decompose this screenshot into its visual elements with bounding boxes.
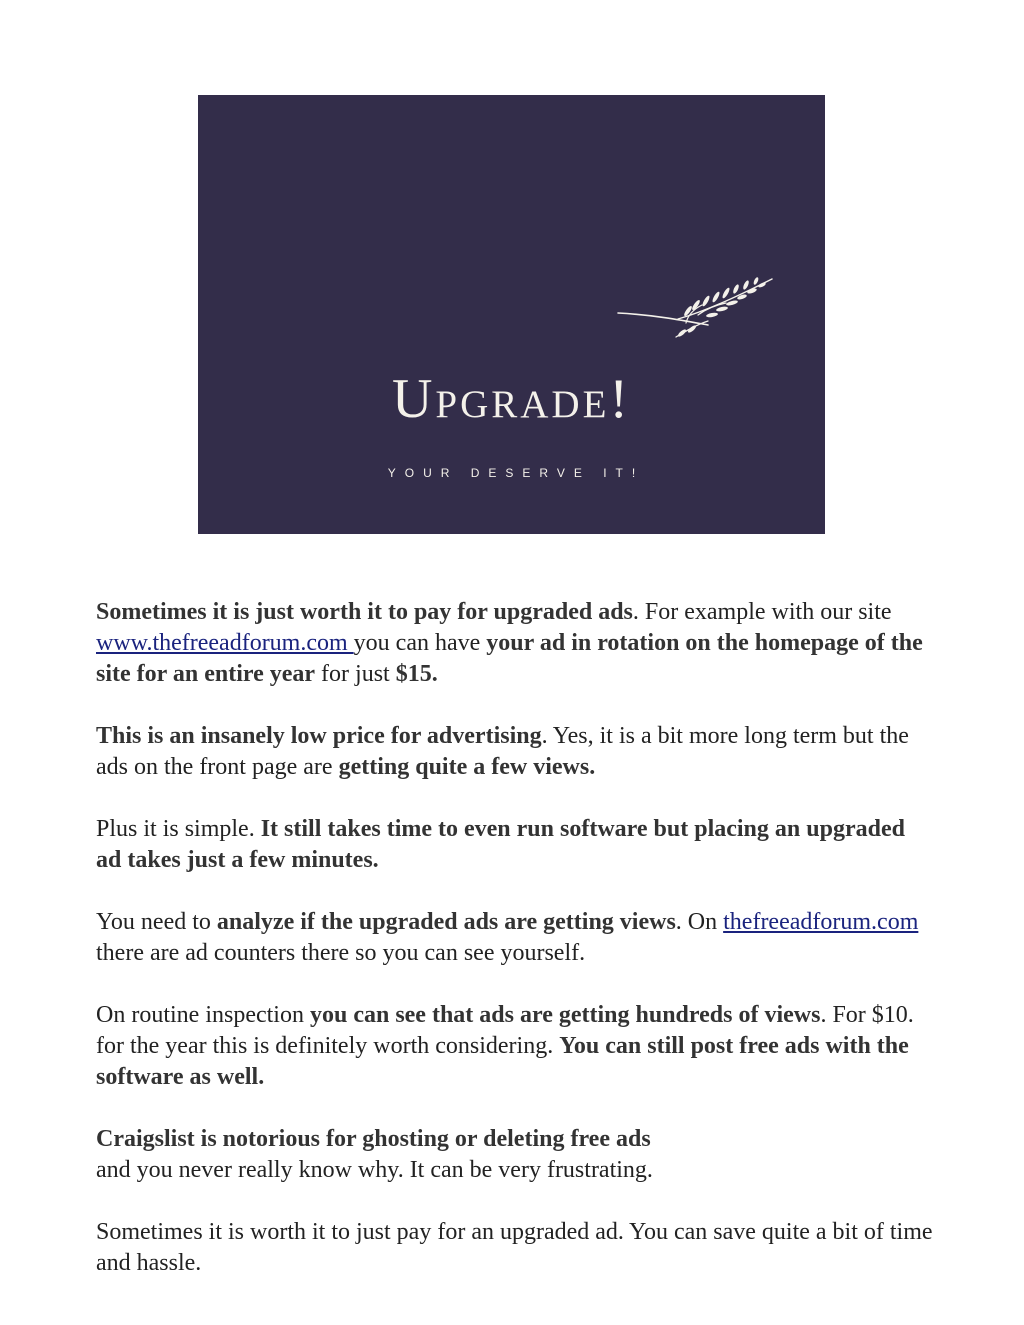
banner-title: Upgrade! [391,368,632,430]
body-text: . For example with our site [632,599,892,625]
article-body [96,597,936,1310]
bold-text: getting quite a few views. [338,754,596,780]
body-text: On routine inspection [96,1002,310,1028]
paragraph [96,814,936,876]
upgrade-banner [198,95,825,534]
bold-text: analyze if the upgraded ads are getting views [216,909,676,935]
bold-text: Sometimes it is just worth it to pay for upgraded ads [96,599,633,625]
paragraph [96,1124,936,1186]
body-text: you can have [353,630,487,656]
site-link[interactable]: thefreeadforum.com [723,909,919,935]
body-text: for just [315,661,396,687]
paragraph [96,907,936,969]
body-text: . On [675,909,724,935]
bold-text: It still takes time to even run software but placing an upgraded ad takes just a few minutes. [96,816,905,873]
paragraph [96,1217,936,1279]
body-text: . For $10. for the year this is definitely worth considering. [96,1002,914,1059]
bold-text: your ad in rotation on the homepage of the site for an entire year [96,630,923,687]
paragraph [96,721,936,783]
site-link[interactable]: www.thefreeadforum.com [96,630,354,656]
bold-text: you can see that ads are getting hundreds of views [309,1002,821,1028]
banner-subtitle: YOUR DESERVE IT! [387,466,645,480]
lavender-sprig-icon [616,275,778,343]
body-text: Plus it is simple. [96,816,261,842]
paragraph [96,1000,936,1093]
bold-text: You can still post free ads with the software as well. [96,1033,909,1090]
bold-text: $15. [395,661,438,687]
bold-text: Craigslist is notorious for ghosting or deleting free ads [96,1126,651,1152]
paragraph [96,597,936,690]
body-text: You need to [96,909,217,935]
bold-text: This is an insanely low price for advertising [96,723,542,749]
body-text: . Yes, it is a bit more long term but the ads on the front page are [96,723,909,780]
body-text: and you never really know why. It can be very frustrating. [96,1157,653,1183]
body-text: there are ad counters there so you can see yourself. [96,940,586,966]
body-text: Sometimes it is worth it to just pay for an upgraded ad. You can save quite a bit of time and hassle. [96,1219,933,1276]
